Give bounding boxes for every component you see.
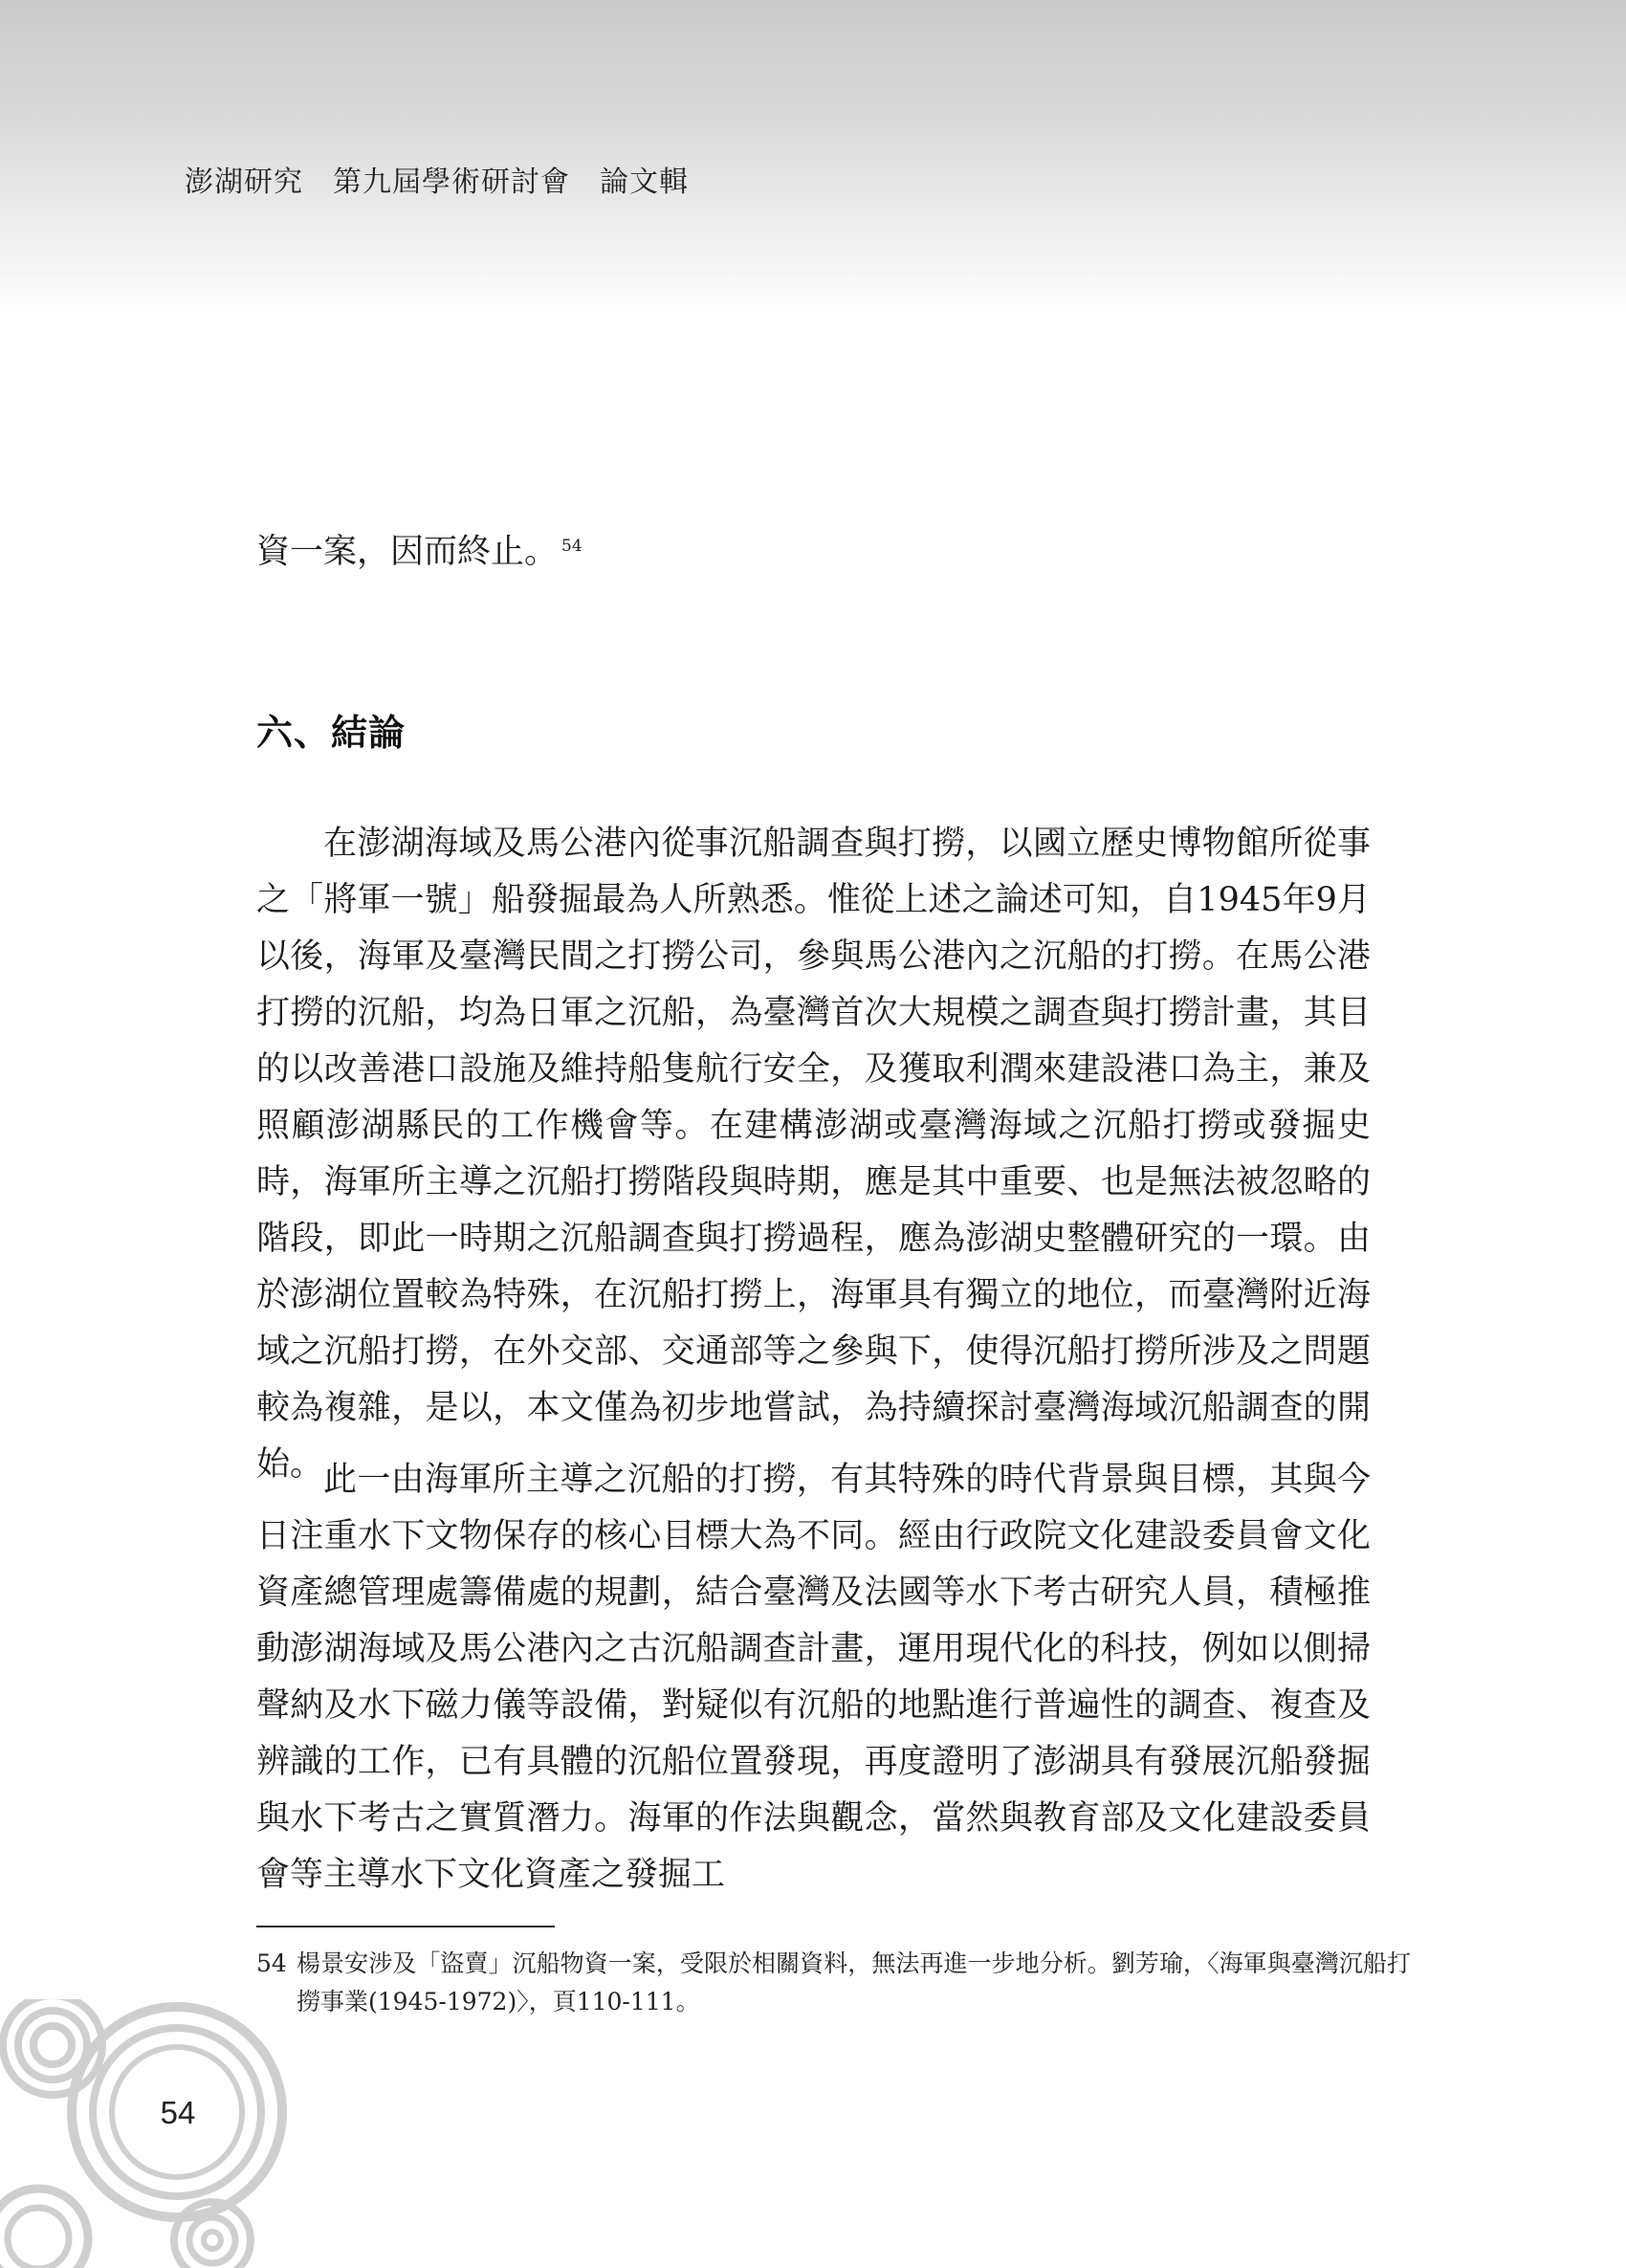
- section-heading: 六、結論: [256, 712, 406, 754]
- footnote: [256, 1945, 1411, 2021]
- footnote-number: 54: [256, 1949, 287, 1977]
- footnote-text: 楊景安涉及「盜賣」沉船物資一案，受限於相關資料，無法再進一步地分析。劉芳瑜，〈海軍與臺灣沉船打撈事業(1945-1972)〉，頁110-111。: [297, 1949, 1411, 2015]
- running-header-title: 澎湖研究 第九屆學術研討會 論文輯: [185, 165, 689, 199]
- continued-paragraph: [256, 524, 1371, 581]
- footnote-divider: [256, 1926, 555, 1927]
- footnote-reference[interactable]: 54: [561, 537, 582, 556]
- continued-paragraph-text: 資一案，因而終止。: [256, 533, 559, 571]
- page-number: 54: [160, 2095, 196, 2130]
- decorative-circles: [0, 1999, 306, 2268]
- body-paragraph-1: 在澎湖海域及馬公港內從事沉船調查與打撈，以國立歷史博物館所從事之「將軍一號」船發掘最為人所熟悉。惟從上述之論述可知，自1945年9月以後，海軍及臺灣民間之打撈公司，參與馬公港內之沉船的打撈。在馬公港打撈的沉船，均為日軍之沉船，為臺灣首次大規模之調查與打撈計畫，其目的以改善港口設施及維持船隻航行安全，及獲取利潤來建設港口為主，兼及照顧澎湖縣民的工作機會等。在建構澎湖或臺灣海域之沉船打撈或發掘史時，海軍所主導之沉船打撈階段與時期，應是其中重要、也是無法被忽略的階段，即此一時期之沉船調查與打撈過程，應為澎湖史整體研究的一環。由於澎湖位置較為特殊，在沉船打撈上，海軍具有獨立的地位，而臺灣附近海域之沉船打撈，在外交部、交通部等之參與下，使得沉船打撈所涉及之問題較為複雜，是以，本文僅為初步地嘗試，為持續探討臺灣海域沉船調查的開始。: [256, 825, 1371, 1484]
- body-paragraph-2: 此一由海軍所主導之沉船的打撈，有其特殊的時代背景與目標，其與今日注重水下文物保存的核心目標大為不同。經由行政院文化建設委員會文化資產總管理處籌備處的規劃，結合臺灣及法國等水下考古研究人員，積極推動澎湖海域及馬公港內之古沉船調查計畫，運用現代化的科技，例如以側掃聲納及水下磁力儀等設備，對疑似有沉船的地點進行普遍性的調查、複查及辨識的工作，已有具體的沉船位置發現，再度證明了澎湖具有發展沉船發掘與水下考古之實質潛力。海軍的作法與觀念，當然與教育部及文化建設委員會等主導水下文化資產之發掘工: [256, 1461, 1371, 1894]
